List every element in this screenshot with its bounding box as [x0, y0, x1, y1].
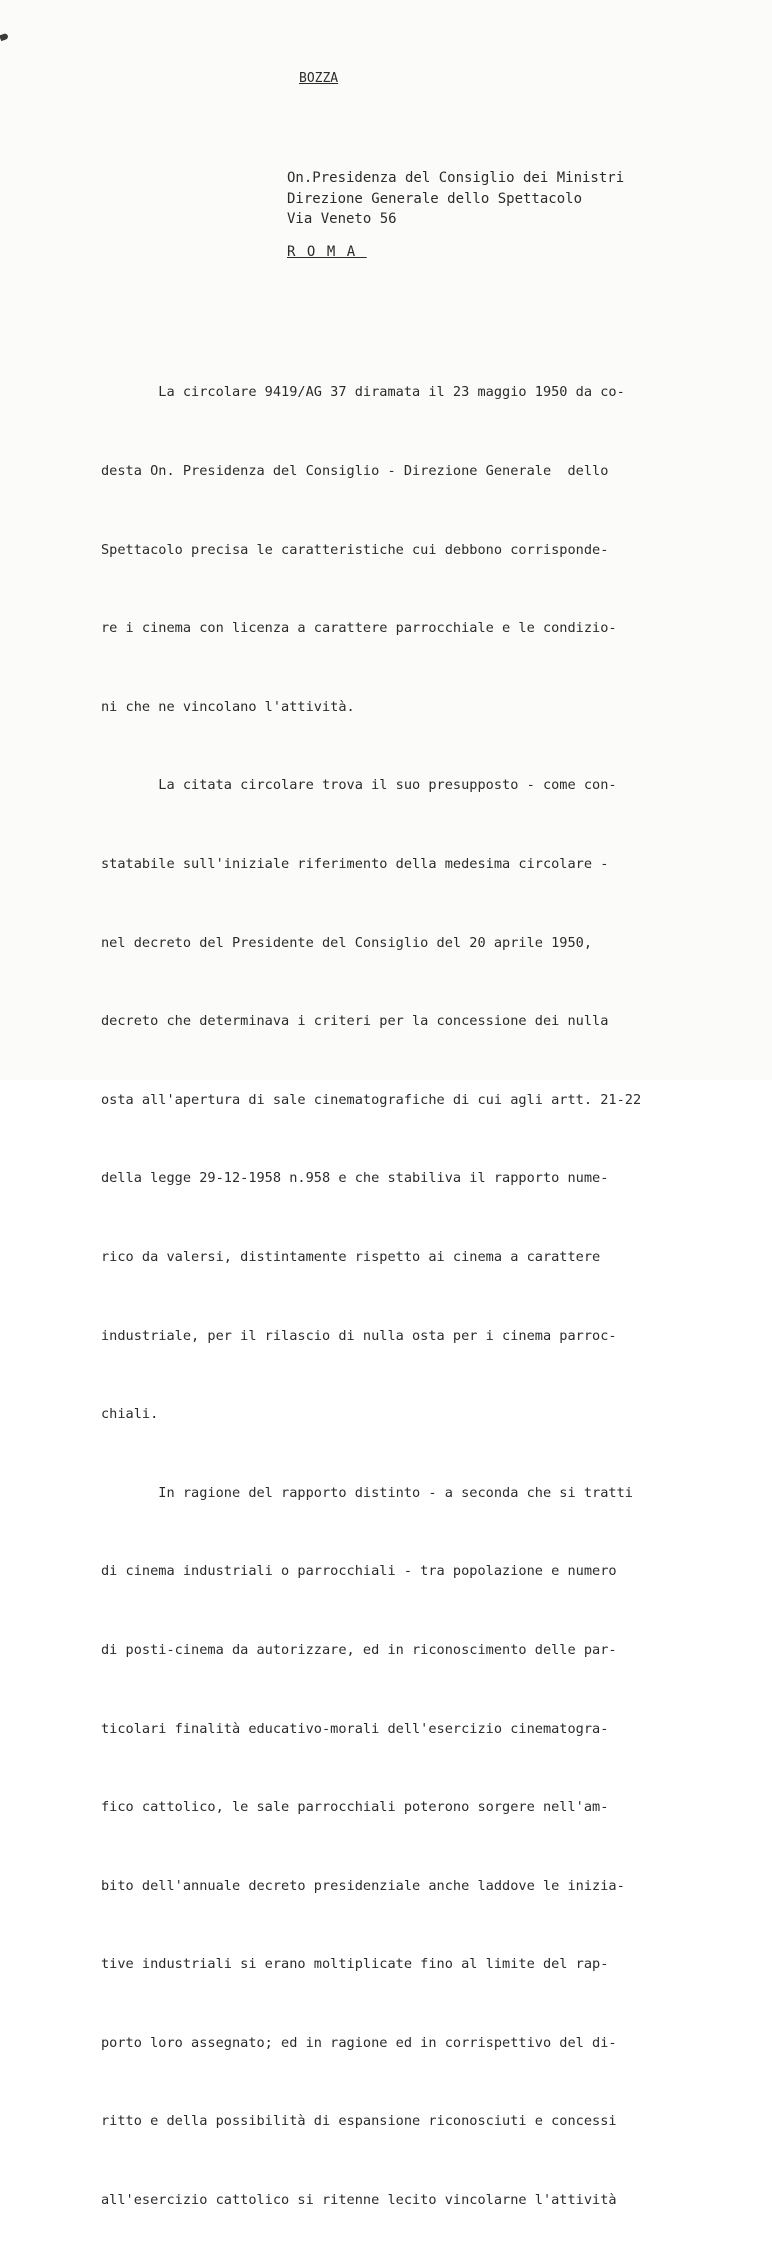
draft-label: BOZZA — [299, 71, 339, 86]
body-line: La citata circolare trova il suo presupposto - come con- — [101, 777, 617, 794]
body-line: fico cattolico, le sale parrocchiali poterono sorgere nell'am- — [101, 1799, 609, 1816]
body-line: di cinema industriali o parrocchiali - tra popolazione e numero — [101, 1563, 617, 1580]
addressee-line: On.Presidenza del Consiglio dei Ministri — [287, 170, 625, 186]
body-line: chiali. — [101, 1406, 159, 1423]
body-line: Spettacolo precisa le caratteristiche cui debbono corrisponde- — [101, 541, 609, 558]
body-line: industriale, per il rilascio di nulla osta per i cinema parroc- — [101, 1327, 617, 1344]
addressee-block — [287, 168, 624, 230]
body-line: re i cinema con licenza a carattere parrocchiale e le condizio- — [101, 620, 617, 637]
body-line: osta all'apertura di sale cinematografiche di cui agli artt. 21-22 — [101, 1091, 642, 1108]
addressee-line: Via Veneto 56 — [287, 211, 397, 227]
body-line: ritto e della possibilità di espansione riconosciuti e concessi — [101, 2113, 617, 2130]
body-line: La circolare 9419/AG 37 diramata il 23 maggio 1950 da co- — [101, 384, 625, 401]
body-line: decreto che determinava i criteri per la concessione dei nulla — [101, 1013, 609, 1030]
body-line: ni che ne vincolano l'attività. — [101, 698, 355, 715]
body-line: rico da valersi, distintamente rispetto ai cinema a carattere — [101, 1248, 601, 1265]
body-line: ticolari finalità educativo-morali dell'esercizio cinematogra- — [101, 1720, 609, 1737]
body-line: porto loro assegnato; ed in ragione ed in corrispettivo del di- — [101, 2034, 617, 2051]
letter-body — [101, 327, 641, 2266]
body-line: In ragione del rapporto distinto - a seconda che si tratti — [101, 1484, 633, 1501]
body-line: statabile sull'iniziale riferimento della medesima circolare - — [101, 855, 609, 872]
addressee-line: Direzione Generale dello Spettacolo — [287, 190, 583, 207]
body-line: tive industriali si erano moltiplicate fino al limite del rap- — [101, 1956, 609, 1973]
city-heading: ROMA — [287, 244, 367, 260]
body-line: nel decreto del Presidente del Consiglio del 20 aprile 1950, — [101, 934, 593, 951]
body-line: desta On. Presidenza del Consiglio - Direzione Generale dello — [101, 463, 609, 479]
body-line: bito dell'annuale decreto presidenziale anche laddove le inizia- — [101, 1877, 625, 1894]
body-line: di posti-cinema da autorizzare, ed in riconoscimento delle par- — [101, 1641, 617, 1658]
margin-ink-mark — [0, 33, 9, 41]
body-line: della legge 29-12-1958 n.958 e che stabiliva il rapporto nume- — [101, 1170, 609, 1187]
body-line: all'esercizio cattolico si ritenne lecito vincolarne l'attività — [101, 2192, 617, 2209]
